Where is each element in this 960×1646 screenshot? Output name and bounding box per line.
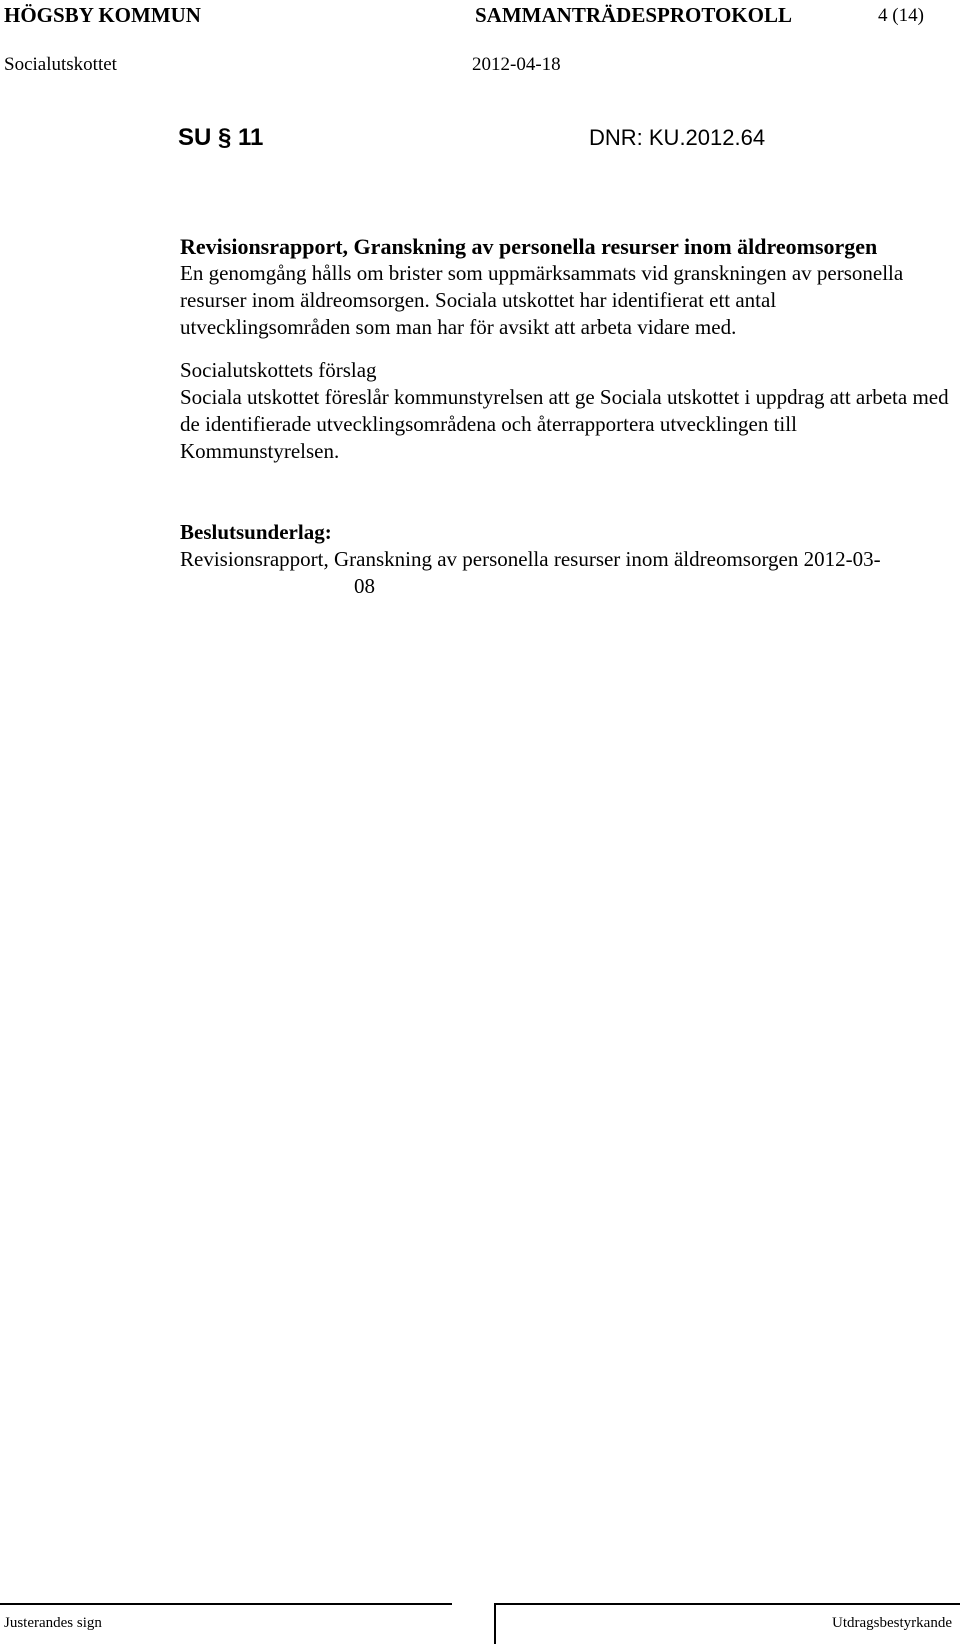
- decision-basis-item-continued: 08: [354, 574, 375, 598]
- paragraph-number: SU § 11: [178, 124, 264, 151]
- footer-certification-label: Utdragsbestyrkande: [832, 1615, 952, 1631]
- decision-basis-heading: Beslutsunderlag:: [180, 520, 332, 544]
- section-title: Revisionsrapport, Granskning av personella resurser inom äldreomsorgen: [180, 234, 878, 259]
- meeting-date: 2012-04-18: [472, 54, 561, 75]
- decision-basis-item: Revisionsrapport, Granskning av personella resurser inom äldreomsorgen 2012-03-: [180, 547, 881, 571]
- document-body: [180, 233, 950, 600]
- document-type: SAMMANTRÄDESPROTOKOLL: [475, 3, 792, 27]
- footer-rule-left: [0, 1603, 452, 1605]
- committee-name: Socialutskottet: [4, 54, 117, 75]
- footer-divider: [494, 1604, 496, 1644]
- page-number: 4 (14): [878, 5, 924, 26]
- intro-paragraph: En genomgång hålls om brister som uppmärksammats vid granskningen av personella resurser inom äldreomsorgen. Sociala utskottet har identifierat ett antal utvecklingsområden som man har för avsikt att arbeta vidare med.: [180, 261, 904, 339]
- case-number: DNR: KU.2012.64: [589, 125, 766, 150]
- footer-rule-right: [494, 1603, 960, 1605]
- organization-name: HÖGSBY KOMMUN: [4, 3, 201, 27]
- proposal-paragraph: Sociala utskottet föreslår kommunstyrelsen att ge Sociala utskottet i uppdrag att arbeta med de identifierade utvecklingsområdena och återrapportera utvecklingen till Kommunstyrelsen.: [180, 385, 949, 463]
- footer-signature-label: Justerandes sign: [4, 1615, 102, 1631]
- proposal-heading: Socialutskottets förslag: [180, 358, 377, 382]
